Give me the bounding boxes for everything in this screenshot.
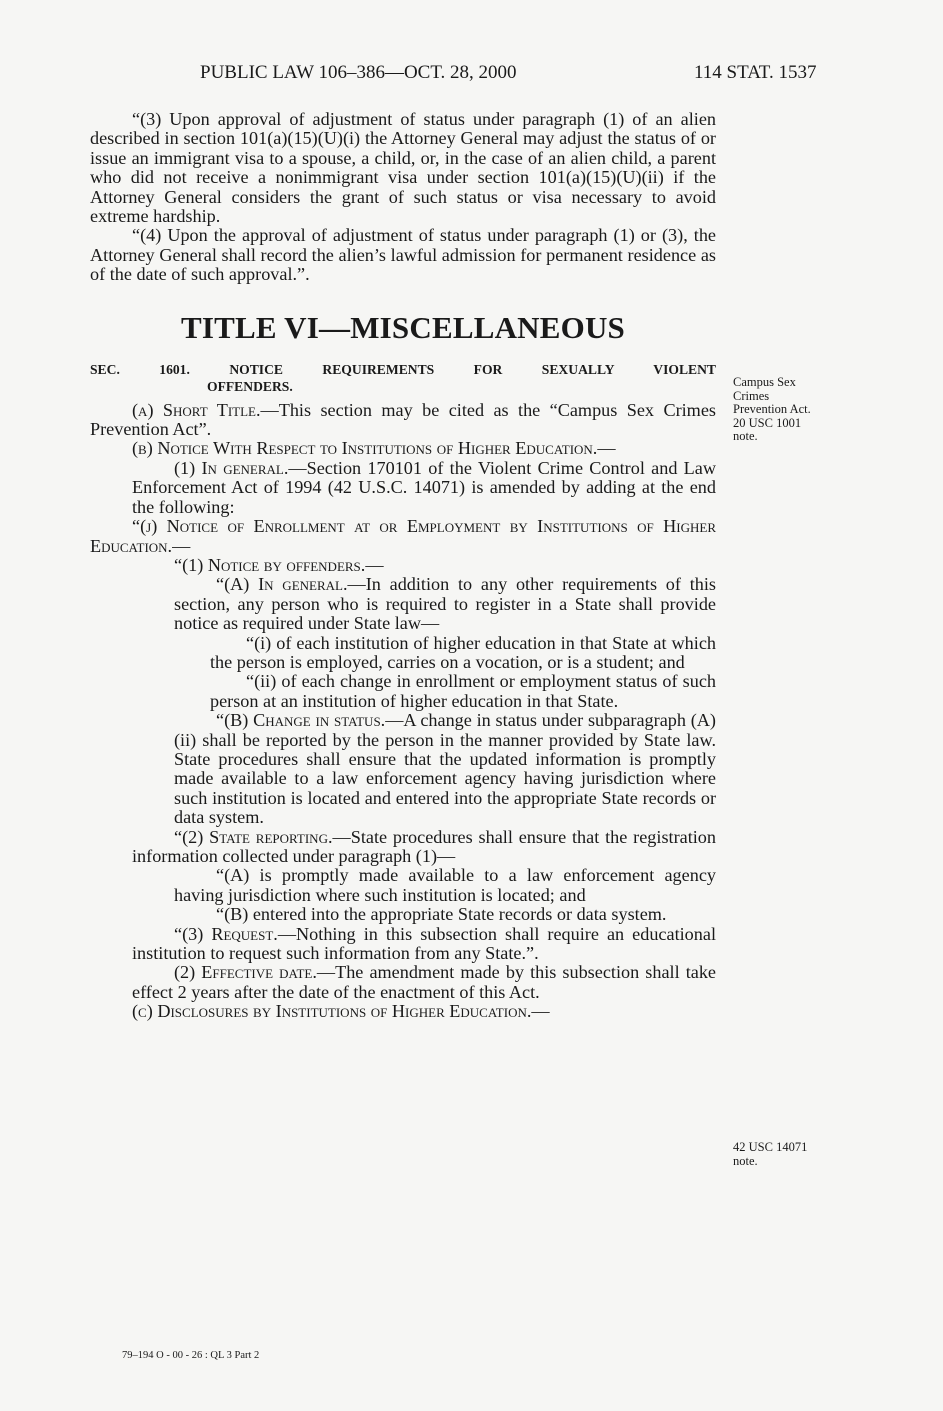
subsection-j bbox=[90, 517, 716, 556]
paragraph-j2 bbox=[90, 828, 716, 867]
paragraph-j1-heading: “(1) Notice by offenders.— bbox=[174, 554, 384, 575]
section-heading-line1: SEC. 1601. NOTICE REQUIREMENTS FOR SEXUALLY VIOLENT bbox=[90, 361, 716, 377]
margin-note-1-line-2: Crimes bbox=[733, 388, 770, 403]
subparagraph-jB-heading: “(B) Change in status. bbox=[216, 710, 386, 731]
paragraph-b2-text: —The amendment made by this subsection shall take effect 2 years after the date of the enactment of this Act. bbox=[132, 962, 716, 1002]
margin-note-42-usc bbox=[733, 1141, 853, 1168]
page-footer-print-code: 79–194 O - 00 - 26 : QL 3 Part 2 bbox=[122, 1350, 260, 1361]
subsection-c-heading: (c) Disclosures by Institutions of Higher Education.— bbox=[132, 1001, 550, 1022]
paragraph-b1-heading: (1) In general. bbox=[174, 457, 289, 478]
header-stat-citation: 114 STAT. 1537 bbox=[694, 62, 817, 83]
subsection-a bbox=[90, 401, 716, 440]
title-heading: TITLE VI—MISCELLANEOUS bbox=[181, 309, 625, 345]
subparagraph-jB bbox=[90, 711, 716, 827]
subparagraph-j2A: “(A) is promptly made available to a law enforcement agency having jurisdiction where such institution is located; and bbox=[174, 865, 716, 905]
margin-note-2-line-1: 42 USC 14071 bbox=[733, 1140, 808, 1154]
subparagraph-j2B: “(B) entered into the appropriate State records or data system. bbox=[216, 904, 667, 925]
paragraph-4: “(4) Upon the approval of adjustment of status under paragraph (1) or (3), the Attorney General shall record the alien’s lawful admission for permanent residence as of the date of such approval.”. bbox=[90, 225, 716, 285]
subparagraph-jA-text: —In addition to any other requirements of this section, any person who is required to register in a State shall provide notice as required under State law— bbox=[174, 574, 716, 634]
paragraph-b2-heading: (2) Effective date. bbox=[174, 962, 317, 983]
subsection-a-heading: (a) Short Title. bbox=[132, 399, 261, 420]
margin-note-1-line-3: Prevention Act. bbox=[733, 402, 811, 417]
subsection-c bbox=[90, 1002, 716, 1021]
section-heading-line2: OFFENDERS. bbox=[207, 378, 293, 394]
subparagraph-jA-heading: “(A) In general. bbox=[216, 574, 348, 595]
paragraph-j2-text: —State procedures shall ensure that the registration information collected under paragraph (1)— bbox=[132, 826, 716, 866]
paragraph-j3 bbox=[90, 925, 716, 964]
clause-i: “(i) of each institution of higher education in that State at which the person is employed, carries on a vocation, or is a student; and bbox=[210, 632, 716, 672]
paragraph-b1 bbox=[90, 459, 716, 517]
subsection-a-text: —This section may be cited as the “Campus Sex Crimes Prevention Act”. bbox=[90, 399, 716, 440]
subsection-b bbox=[90, 439, 716, 458]
paragraph-j3-text: —Nothing in this subsection shall require an educational institution to request such information from any State.”. bbox=[132, 923, 716, 964]
margin-note-1-line-4: 20 USC 1001 bbox=[733, 415, 802, 430]
margin-note-1-line-1: Campus Sex bbox=[733, 375, 796, 389]
paragraph-j2-heading: “(2) State reporting. bbox=[174, 826, 333, 847]
document-body bbox=[90, 110, 716, 1022]
paragraph-j3-heading: “(3) Request. bbox=[174, 923, 278, 944]
subsection-b-heading: (b) Notice With Respect to Institutions of Higher Education.— bbox=[132, 438, 616, 459]
subparagraph-jB-text: —A change in status under subparagraph (A)(ii) shall be reported by the person in the manner provided by State law. State procedures shall ensure that the updated information is promptly made available to a law enforcement agency having jurisdiction where such institution is located and entered into the appropriate State records or data system. bbox=[174, 710, 716, 828]
paragraph-b1-text: —Section 170101 of the Violent Crime Control and Law Enforcement Act of 1994 (42 U.S.C. 14071) is amended by adding at the end the following: bbox=[132, 457, 716, 517]
margin-note-2-line-2: note. bbox=[733, 1153, 758, 1168]
page-header bbox=[0, 62, 943, 86]
paragraph-3: “(3) Upon approval of adjustment of status under paragraph (1) of an alien described in section 101(a)(15)(U)(i) the Attorney General may adjust the status of or issue an immigrant visa to a spouse, a child, or, in the case of an alien child, a parent who did not receive a nonimmigrant visa under section 101(a)(15)(U)(ii) if the Attorney General considers the grant of such status or visa necessary to avoid extreme hardship. bbox=[90, 109, 716, 227]
subparagraph-jA bbox=[90, 575, 716, 633]
paragraph-b2 bbox=[90, 963, 716, 1002]
header-law-citation: PUBLIC LAW 106–386—OCT. 28, 2000 bbox=[200, 62, 517, 83]
margin-note-1-line-5: note. bbox=[733, 429, 758, 444]
subsection-j-heading: “(j) Notice of Enrollment at or Employment by Institutions of Higher Education.— bbox=[90, 516, 716, 556]
paragraph-j1 bbox=[90, 556, 716, 575]
margin-note-campus-sex-crimes bbox=[733, 376, 853, 444]
clause-ii: “(ii) of each change in enrollment or employment status of such person at an institution of higher education in that State. bbox=[210, 671, 716, 711]
